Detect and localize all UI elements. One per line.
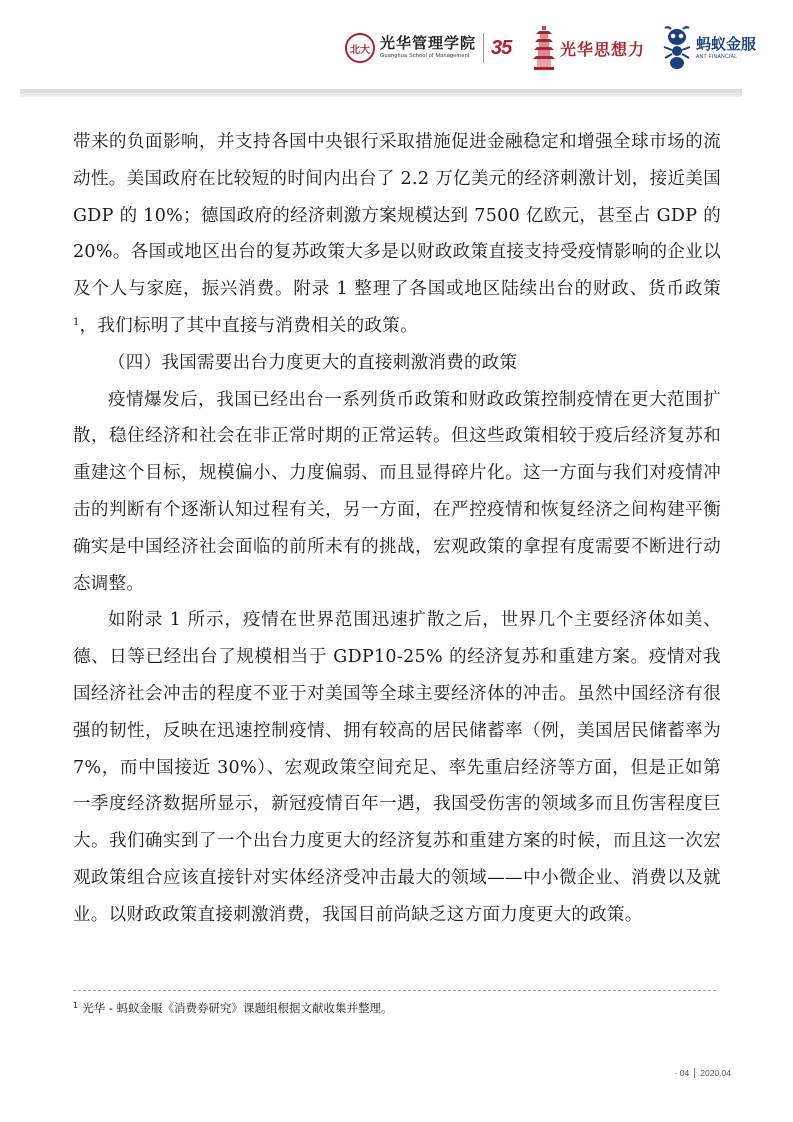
seal-text: 北大 (350, 44, 370, 56)
ant-name-cn: 蚂蚁金服 (696, 34, 757, 53)
page-number: · 04 (674, 1068, 690, 1078)
footer-divider (694, 1068, 695, 1078)
main-content (73, 124, 721, 934)
header-rule (20, 89, 742, 97)
footnote-divider (73, 990, 716, 991)
ant-name-en: ANT FINANCIAL (696, 53, 738, 60)
footnote-text: 光华 - 蚂蚁金服《消费券研究》课题组根据文献收集并整理。 (82, 1001, 393, 1015)
guanghua-thought-text: 光华思想力 (560, 39, 646, 59)
paragraph-continuation (73, 124, 721, 345)
guanghua-wordmark (380, 36, 476, 60)
pku-seal-icon (345, 33, 375, 63)
ant-financial-logo (660, 22, 756, 74)
page-footer (675, 1068, 731, 1078)
pagoda-icon (532, 24, 556, 72)
ant-icon (660, 25, 694, 71)
anniversary-logo: 35 (491, 36, 512, 59)
footnote (73, 1000, 393, 1016)
section-heading: （四）我国需要出台力度更大的直接刺激消费的政策 (108, 352, 518, 373)
issue-date: 2020.04 (700, 1068, 731, 1078)
footnote-reference[interactable]: 1 (73, 316, 80, 328)
ant-wordmark (696, 34, 757, 60)
footnote-marker: 1 (73, 1001, 79, 1010)
logo-divider (483, 33, 484, 63)
page-header (0, 0, 793, 100)
paragraph-1-text: 带来的负面影响，并支持各国中央银行采取措施促进金融稳定和增强全球市场的流动性。美国政府在比较短的时间内出台了 2.2 万亿美元的经济刺激计划，接近美国 GDP 的 10%；德国政府的经济刺激方案规模达到 7500 亿欧元，甚至占 GDP 的 20%。各国或地区出台的复苏政策大多是以财政政策直接支持受疫情影响的企业以及个人与家庭，振兴消费。附录 1 整理了各国或地区陆续出台的财政、货币政策 (73, 132, 721, 300)
guanghua-logo (345, 22, 511, 74)
paragraph-1-tail: ，我们标明了其中直接与消费相关的政策。 (79, 315, 418, 336)
paragraph-2: 疫情爆发后，我国已经出台一系列货币政策和财政政策控制疫情在更大范围扩散，稳住经济和社会在非正常时期的正常运转。但这些政策相较于疫后经济复苏和重建这个目标，规模偏小、力度偏弱、而且显得碎片化。这一方面与我们对疫情冲击的判断有个逐渐认知过程有关，另一方面，在严控疫情和恢复经济之间构建平衡确实是中国经济社会面临的前所未有的挑战，宏观政策的拿捏有度需要不断进行动态调整。 (73, 389, 721, 594)
paragraph-3: 如附录 1 所示，疫情在世界范围迅速扩散之后，世界几个主要经济体如美、德、日等已经出台了规模相当于 GDP10-25% 的经济复苏和重建方案。疫情对我国经济社会冲击的程度不亚于对美国等全球主要经济体的冲击。虽然中国经济有很强的韧性，反映在迅速控制疫情、拥有较高的居民储蓄率（例，美国居民储蓄率为 7%，而中国接近 30%）、宏观政策空间充足、率先重启经济等方面，但是正如第一季度经济数据所显示，新冠疫情百年一遇，我国受伤害的领域多而且伤害程度巨大。我们确实到了一个出台力度更大的经济复苏和重建方案的时候，而且这一次宏观政策组合应该直接针对实体经济受冲击最大的领域——中小微企业、消费以及就业。以财政政策直接刺激消费，我国目前尚缺乏这方面力度更大的政策。 (73, 610, 721, 925)
guanghua-name-cn: 光华管理学院 (380, 34, 477, 53)
guanghua-thought-logo (532, 22, 645, 74)
guanghua-name-en: Guanghua School of Management (380, 53, 470, 60)
